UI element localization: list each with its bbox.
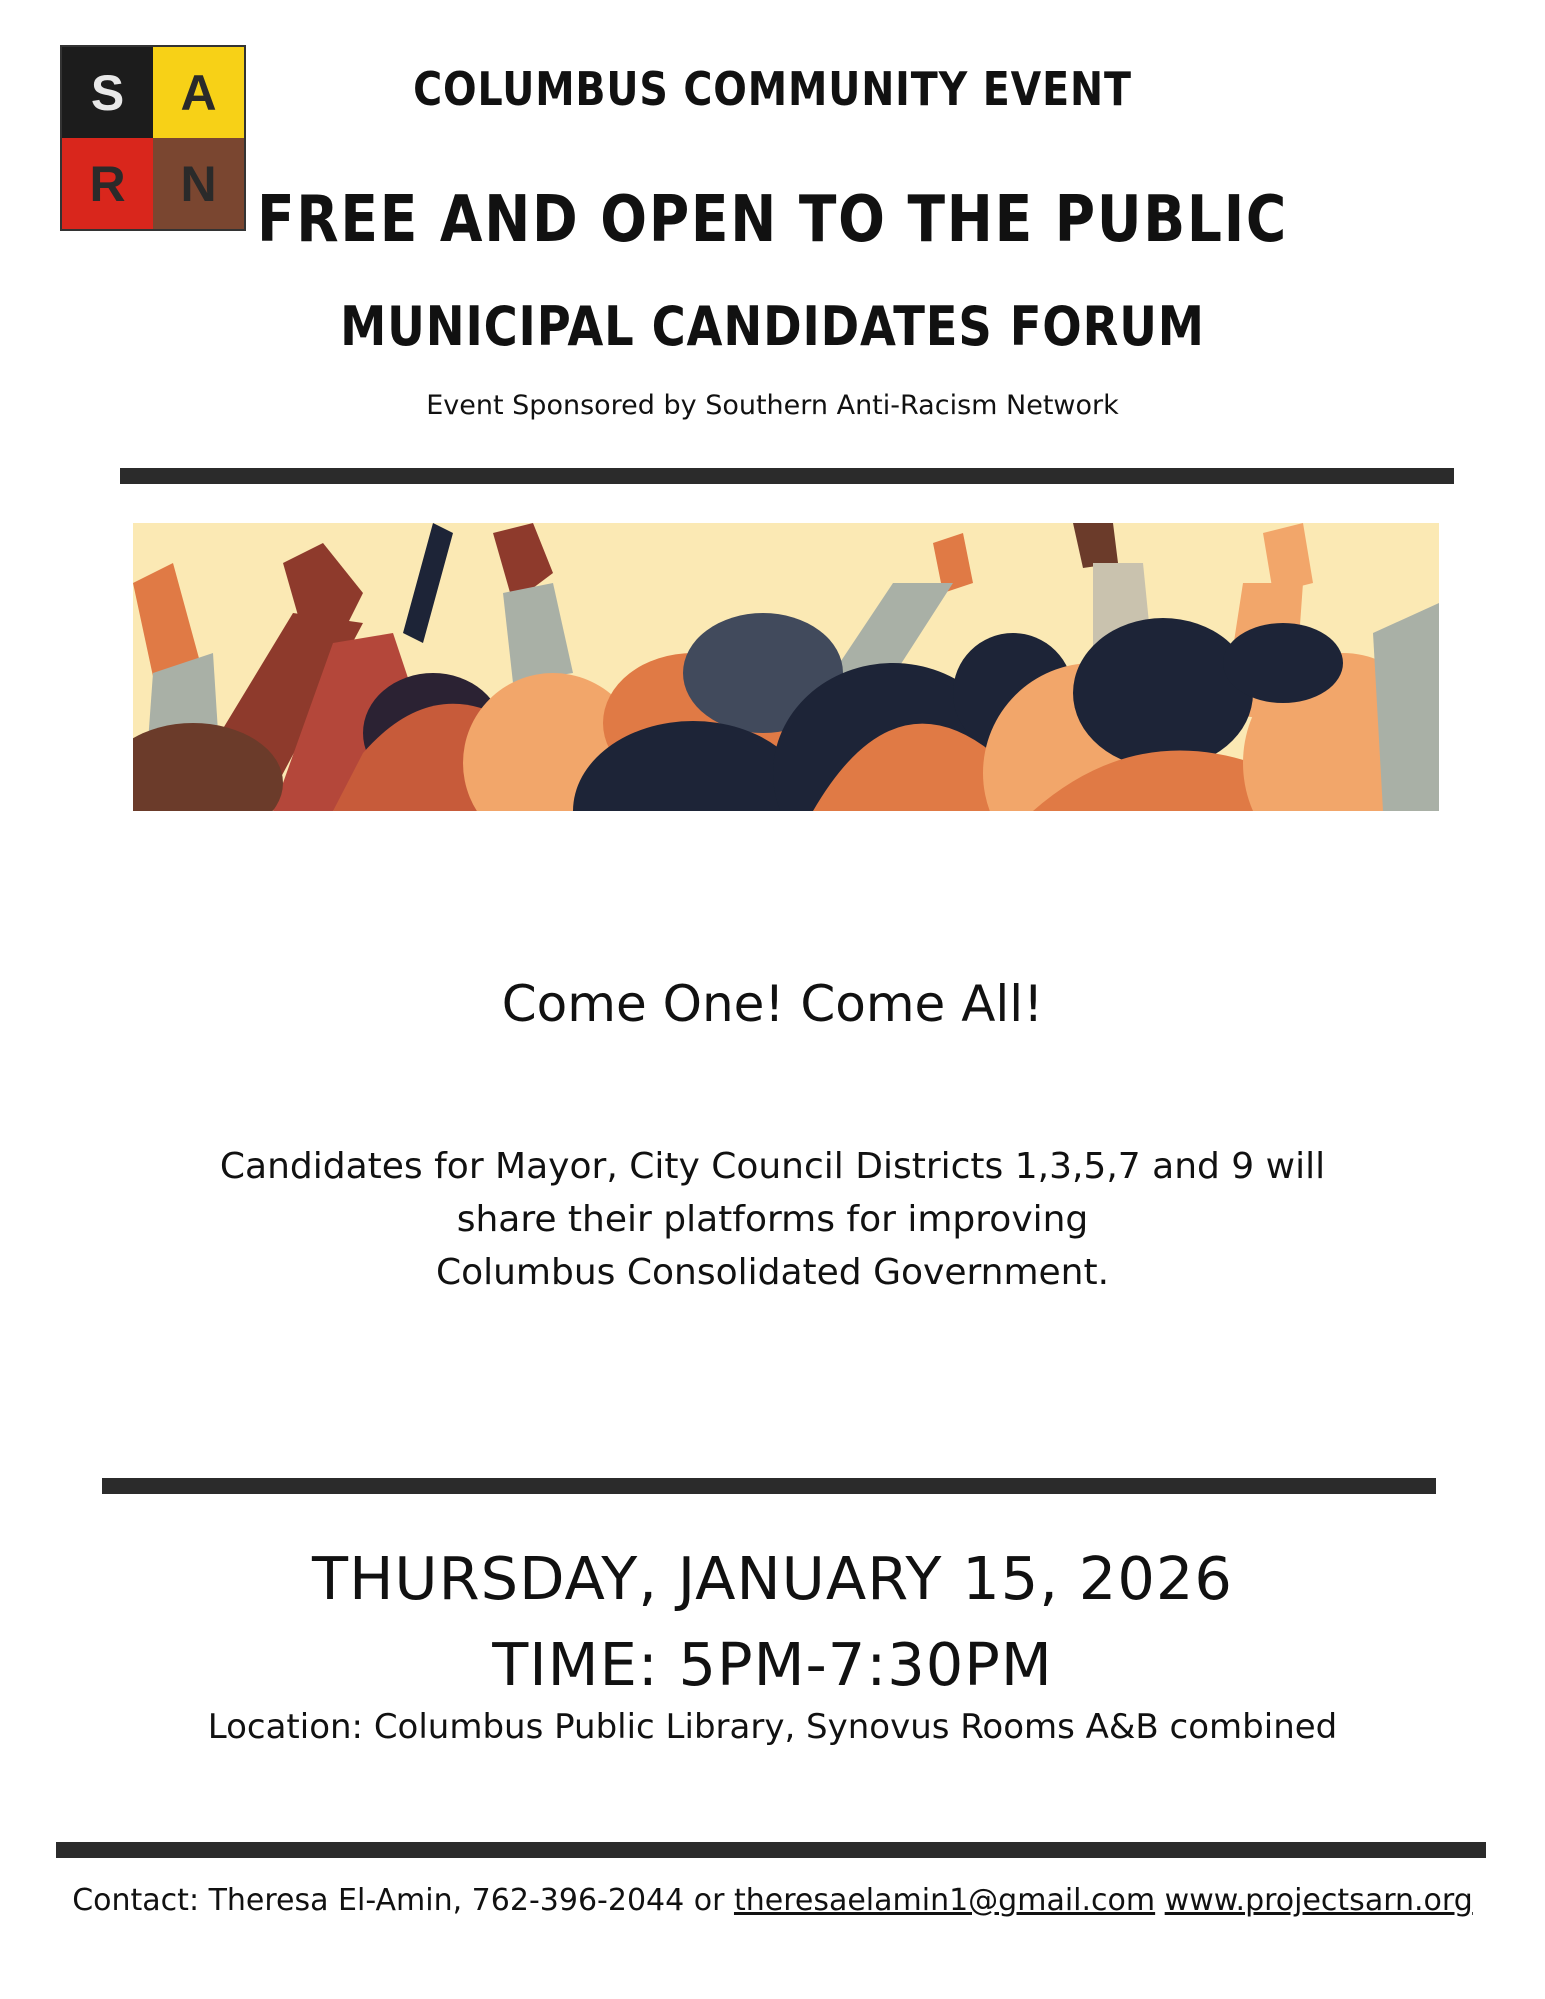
- description-line: Columbus Consolidated Government.: [435, 1252, 1110, 1293]
- logo-letter-a: A: [153, 47, 244, 138]
- contact-prefix: Contact: Theresa El-Amin, 762-396-2044 or: [72, 1883, 734, 1918]
- description-line: Candidates for Mayor, City Council Districts 1,3,5,7 and 9 will: [219, 1146, 1326, 1187]
- event-kicker: COLUMBUS COMMUNITY EVENT: [413, 62, 1132, 116]
- website-link[interactable]: www.projectsarn.org: [1164, 1883, 1473, 1918]
- email-link[interactable]: theresaelamin1@gmail.com: [733, 1883, 1156, 1918]
- description: [0, 1140, 1545, 1299]
- event-name: MUNICIPAL CANDIDATES FORUM: [340, 295, 1205, 358]
- contact-line: [0, 1883, 1545, 1918]
- sponsor-line: Event Sponsored by Southern Anti-Racism Network: [426, 390, 1119, 421]
- divider-bottom: [56, 1842, 1486, 1858]
- logo-letter-n: N: [153, 138, 244, 229]
- event-time: TIME: 5PM-7:30PM: [492, 1630, 1053, 1699]
- tagline: Come One! Come All!: [501, 975, 1044, 1033]
- event-location: Location: Columbus Public Library, Synovus Rooms A&B combined: [207, 1707, 1338, 1747]
- crowd-raised-hands-illustration: [133, 523, 1439, 811]
- headline: FREE AND OPEN TO THE PUBLIC: [256, 183, 1289, 257]
- logo-letter-s: S: [62, 47, 153, 138]
- event-date: THURSDAY, JANUARY 15, 2026: [312, 1544, 1233, 1613]
- divider-top: [120, 468, 1454, 484]
- logo-letter-r: R: [62, 138, 153, 229]
- description-line: share their platforms for improving: [456, 1199, 1089, 1240]
- divider-middle: [102, 1478, 1436, 1494]
